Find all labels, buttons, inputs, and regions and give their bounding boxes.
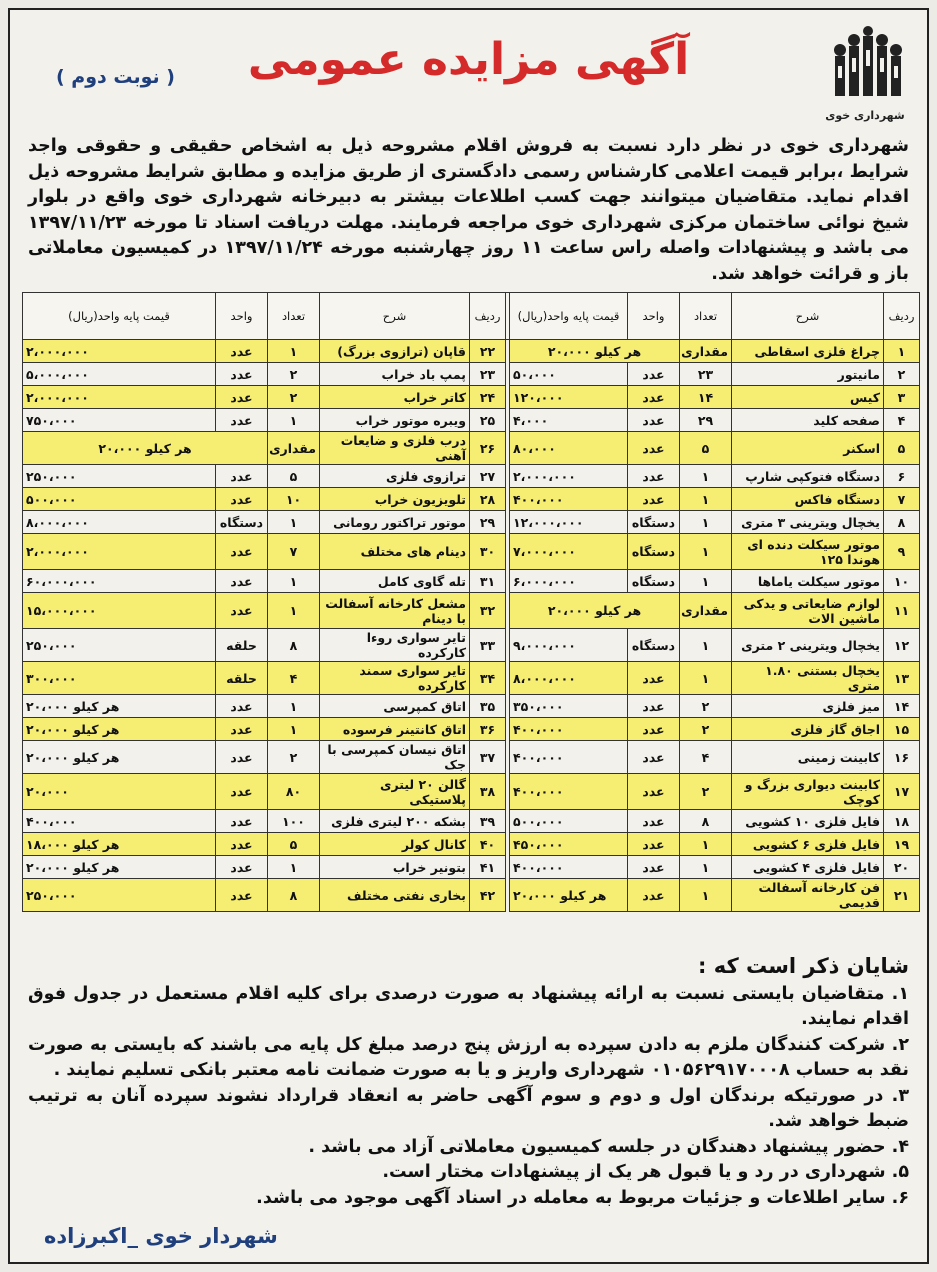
header-unit: واحد [628, 293, 680, 340]
item-base-price: هر کیلو ۲۰،۰۰۰ [23, 695, 216, 718]
row-number: ۳۶ [470, 718, 506, 741]
item-unit: دستگاه [628, 534, 680, 570]
row-number: ۲۲ [470, 340, 506, 363]
item-description: کیس [732, 386, 884, 409]
item-base-price: ۵۰۰،۰۰۰ [510, 810, 628, 833]
table-row [23, 511, 920, 534]
item-quantity: ۸ [680, 810, 732, 833]
row-number: ۲۸ [470, 488, 506, 511]
item-quantity: ۵ [268, 833, 320, 856]
item-unit: عدد [628, 363, 680, 386]
item-quantity: ۲ [268, 386, 320, 409]
item-base-price: ۴۰۰،۰۰۰ [510, 741, 628, 774]
item-description: میز فلزی [732, 695, 884, 718]
table-divider [506, 593, 510, 629]
item-description: مشعل کارخانه آسفالت با دینام [320, 593, 470, 629]
item-quantity: ۱ [268, 856, 320, 879]
item-quantity: ۴ [268, 662, 320, 695]
row-number: ۴ [884, 409, 920, 432]
table-divider [506, 879, 510, 912]
table-divider [506, 432, 510, 465]
item-description: بشکه ۲۰۰ لیتری فلزی [320, 810, 470, 833]
row-number: ۱ [884, 340, 920, 363]
item-quantity: ۱۰ [268, 488, 320, 511]
item-base-price: ۲۵۰،۰۰۰ [23, 879, 216, 912]
item-base-price: ۱۲،۰۰۰،۰۰۰ [510, 511, 628, 534]
item-quantity: ۱ [680, 879, 732, 912]
item-unit: عدد [216, 695, 268, 718]
notice-page [8, 8, 929, 1264]
table-divider [506, 810, 510, 833]
item-base-price: هر کیلو ۲۰،۰۰۰ [23, 432, 268, 465]
item-unit: دستگاه [628, 629, 680, 662]
table-header-row [23, 293, 920, 340]
item-description: فایل فلزی ۶ کشویی [732, 833, 884, 856]
table-divider [506, 570, 510, 593]
item-description: کابینت زمینی [732, 741, 884, 774]
item-quantity: ۱ [680, 629, 732, 662]
item-base-price: ۴۰۰،۰۰۰ [23, 810, 216, 833]
item-description: دینام های مختلف [320, 534, 470, 570]
header-unit: واحد [216, 293, 268, 340]
table-row [23, 340, 920, 363]
item-description: گالن ۲۰ لیتری پلاستیکی [320, 774, 470, 810]
item-description: اجاق گاز فلزی [732, 718, 884, 741]
item-unit: عدد [216, 570, 268, 593]
row-number: ۳۷ [470, 741, 506, 774]
table-row [23, 879, 920, 912]
item-description: کانال کولر [320, 833, 470, 856]
table-row [23, 488, 920, 511]
table-row [23, 718, 920, 741]
item-unit: دستگاه [216, 511, 268, 534]
item-base-price: ۴۰۰،۰۰۰ [510, 774, 628, 810]
table-divider [506, 386, 510, 409]
items-table [22, 292, 920, 912]
table-row [23, 409, 920, 432]
item-quantity: ۲ [268, 363, 320, 386]
row-number: ۱۹ [884, 833, 920, 856]
item-unit: دستگاه [628, 570, 680, 593]
table-divider [506, 293, 510, 340]
item-quantity: ۱ [680, 534, 732, 570]
item-quantity: ۸۰ [268, 774, 320, 810]
item-base-price: ۵۰۰،۰۰۰ [23, 488, 216, 511]
item-quantity: ۱ [680, 570, 732, 593]
notice-title: آگهی مزایده عمومی [247, 34, 690, 85]
table-row [23, 465, 920, 488]
table-row [23, 534, 920, 570]
row-number: ۱۴ [884, 695, 920, 718]
table-row [23, 570, 920, 593]
row-number: ۱۰ [884, 570, 920, 593]
table-row [23, 363, 920, 386]
row-number: ۲۱ [884, 879, 920, 912]
item-unit: عدد [628, 465, 680, 488]
item-unit: عدد [216, 810, 268, 833]
row-number: ۱۵ [884, 718, 920, 741]
notes-title: شایان ذکر است که : [698, 954, 909, 978]
row-number: ۳۲ [470, 593, 506, 629]
row-number: ۷ [884, 488, 920, 511]
item-description: موتور تراکتور رومانی [320, 511, 470, 534]
item-quantity: مقداری [680, 593, 732, 629]
table-row [23, 695, 920, 718]
item-quantity: ۱ [680, 662, 732, 695]
item-quantity: ۱ [680, 856, 732, 879]
item-description: کابینت دیواری بزرگ و کوچک [732, 774, 884, 810]
item-quantity: مقداری [268, 432, 320, 465]
table-row [23, 593, 920, 629]
item-quantity: ۸ [268, 629, 320, 662]
item-unit: عدد [628, 856, 680, 879]
item-quantity: ۲۹ [680, 409, 732, 432]
table-row [23, 432, 920, 465]
item-description: دستگاه فتوکپی شارپ [732, 465, 884, 488]
note-item: ۲. شرکت کنندگان ملزم به دادن سپرده به ارزش پنج درصد مبلغ کل پایه می باشند که بایستی به صورت نقد به حساب ۰۱۰۵۶۲۹۱۷۰۰۰۸ شهرداری واریز و یا به صورت ضمانت نامه معتبر بانکی تسلیم نمایند . [28, 1034, 909, 1080]
item-description: صفحه کلید [732, 409, 884, 432]
table-divider [506, 695, 510, 718]
item-quantity: ۱ [268, 511, 320, 534]
table-row [23, 741, 920, 774]
item-quantity: ۱ [268, 593, 320, 629]
item-unit: عدد [628, 774, 680, 810]
item-description: مانیتور [732, 363, 884, 386]
table-divider [506, 465, 510, 488]
header-quantity: تعداد [268, 293, 320, 340]
item-base-price: ۶،۰۰۰،۰۰۰ [510, 570, 628, 593]
item-base-price: ۸۰،۰۰۰ [510, 432, 628, 465]
item-quantity: مقداری [680, 340, 732, 363]
item-quantity: ۱ [268, 340, 320, 363]
item-description: فایل فلزی ۱۰ کشویی [732, 810, 884, 833]
item-base-price: هر کیلو ۲۰،۰۰۰ [23, 718, 216, 741]
note-item: ۱. متقاضیان بایستی نسبت به ارائه پیشنهاد به صورت درصدی برای کلیه اقلام مستعمل در جدول فوق اقدام نمایند. [28, 983, 909, 1029]
item-quantity: ۵ [268, 465, 320, 488]
item-description: یخچال ویترینی ۲ متری [732, 629, 884, 662]
table-row [23, 833, 920, 856]
item-base-price: ۲،۰۰۰،۰۰۰ [510, 465, 628, 488]
row-number: ۳۴ [470, 662, 506, 695]
item-base-price: ۲۰،۰۰۰ [23, 774, 216, 810]
table-row [23, 856, 920, 879]
item-unit: عدد [216, 718, 268, 741]
item-unit: عدد [216, 741, 268, 774]
item-description: موتور سیکلت یاماها [732, 570, 884, 593]
item-description: اتاق نیسان کمپرسی با جک [320, 741, 470, 774]
row-number: ۶ [884, 465, 920, 488]
table-row [23, 810, 920, 833]
table-divider [506, 340, 510, 363]
item-base-price: ۲،۰۰۰،۰۰۰ [23, 386, 216, 409]
table-divider [506, 833, 510, 856]
item-base-price: ۷۵۰،۰۰۰ [23, 409, 216, 432]
item-base-price: هر کیلو ۲۰،۰۰۰ [510, 340, 680, 363]
item-base-price: ۲،۰۰۰،۰۰۰ [23, 534, 216, 570]
item-quantity: ۱۴ [680, 386, 732, 409]
item-unit: عدد [216, 409, 268, 432]
item-description: یخچال بستنی ۱.۸۰ متری [732, 662, 884, 695]
row-number: ۴۰ [470, 833, 506, 856]
item-description: موتور سیکلت دنده ای هوندا ۱۲۵ [732, 534, 884, 570]
table-divider [506, 363, 510, 386]
row-number: ۳ [884, 386, 920, 409]
item-description: درب فلزی و ضایعات آهنی [320, 432, 470, 465]
item-base-price: ۴۵۰،۰۰۰ [510, 833, 628, 856]
item-unit: عدد [216, 879, 268, 912]
row-number: ۱۷ [884, 774, 920, 810]
row-number: ۸ [884, 511, 920, 534]
row-number: ۱۸ [884, 810, 920, 833]
item-description: دستگاه فاکس [732, 488, 884, 511]
item-base-price: ۸،۰۰۰،۰۰۰ [510, 662, 628, 695]
item-quantity: ۱ [680, 833, 732, 856]
item-base-price: ۲،۰۰۰،۰۰۰ [23, 340, 216, 363]
item-base-price: ۵،۰۰۰،۰۰۰ [23, 363, 216, 386]
item-unit: عدد [628, 833, 680, 856]
item-unit: عدد [216, 534, 268, 570]
item-unit: عدد [628, 718, 680, 741]
row-number: ۲۷ [470, 465, 506, 488]
item-description: اتاق کانتینر فرسوده [320, 718, 470, 741]
item-unit: عدد [628, 409, 680, 432]
item-base-price: ۴،۰۰۰ [510, 409, 628, 432]
item-description: تله گاوی کامل [320, 570, 470, 593]
item-description: فن کارخانه آسفالت قدیمی [732, 879, 884, 912]
item-unit: عدد [216, 363, 268, 386]
signature: شهردار خوی _اکبرزاده [44, 1224, 278, 1248]
item-quantity: ۲ [680, 695, 732, 718]
item-quantity: ۱ [268, 570, 320, 593]
table-divider [506, 774, 510, 810]
table-divider [506, 534, 510, 570]
row-number: ۳۰ [470, 534, 506, 570]
item-base-price: ۲۵۰،۰۰۰ [23, 629, 216, 662]
item-unit: حلقه [216, 629, 268, 662]
item-quantity: ۲ [680, 774, 732, 810]
item-base-price: ۴۰۰،۰۰۰ [510, 856, 628, 879]
item-base-price: ۶۰،۰۰۰،۰۰۰ [23, 570, 216, 593]
row-number: ۱۱ [884, 593, 920, 629]
item-unit: عدد [628, 810, 680, 833]
item-quantity: ۱ [268, 409, 320, 432]
item-base-price: هر کیلو ۲۰،۰۰۰ [510, 593, 680, 629]
item-base-price: ۸،۰۰۰،۰۰۰ [23, 511, 216, 534]
header-row-number: ردیف [884, 293, 920, 340]
item-quantity: ۱ [680, 511, 732, 534]
item-description: قاپان (ترازوی بزرگ) [320, 340, 470, 363]
item-quantity: ۵ [680, 432, 732, 465]
header-description: شرح [732, 293, 884, 340]
item-unit: عدد [216, 465, 268, 488]
item-base-price: ۳۵۰،۰۰۰ [510, 695, 628, 718]
table-divider [506, 662, 510, 695]
item-quantity: ۸ [268, 879, 320, 912]
item-unit: عدد [216, 386, 268, 409]
header-base-price: قیمت پایه واحد(ریال) [510, 293, 628, 340]
item-quantity: ۲ [680, 718, 732, 741]
row-number: ۲۶ [470, 432, 506, 465]
item-description: بتونیر خراب [320, 856, 470, 879]
item-base-price: هر کیلو ۲۰،۰۰۰ [510, 879, 628, 912]
item-description: ویبره موتور خراب [320, 409, 470, 432]
table-divider [506, 629, 510, 662]
item-description: تایر سواری روءا کارکرده [320, 629, 470, 662]
item-quantity: ۱ [268, 695, 320, 718]
item-quantity: ۲۳ [680, 363, 732, 386]
table-row [23, 386, 920, 409]
item-quantity: ۱۰۰ [268, 810, 320, 833]
header-base-price: قیمت پایه واحد(ریال) [23, 293, 216, 340]
row-number: ۹ [884, 534, 920, 570]
item-unit: عدد [628, 386, 680, 409]
item-description: ترازوی فلزی [320, 465, 470, 488]
header [10, 10, 927, 130]
item-description: کاتر خراب [320, 386, 470, 409]
item-description: پمپ باد خراب [320, 363, 470, 386]
item-base-price: ۹،۰۰۰،۰۰۰ [510, 629, 628, 662]
table-body [23, 340, 920, 912]
row-number: ۳۳ [470, 629, 506, 662]
item-base-price: ۵۰،۰۰۰ [510, 363, 628, 386]
item-quantity: ۷ [268, 534, 320, 570]
logo-text: شهرداری خوی [825, 109, 905, 122]
item-base-price: هر کیلو ۲۰،۰۰۰ [23, 856, 216, 879]
item-base-price: ۴۰۰،۰۰۰ [510, 718, 628, 741]
table-row [23, 774, 920, 810]
note-item: ۶. سایر اطلاعات و جزئیات مربوط به معامله در اسناد آگهی موجود می باشد. [256, 1187, 909, 1208]
item-base-price: هر کیلو ۱۸،۰۰۰ [23, 833, 216, 856]
item-unit: عدد [628, 695, 680, 718]
item-unit: عدد [628, 662, 680, 695]
row-number: ۴۱ [470, 856, 506, 879]
item-description: لوازم ضایعاتی و یدکی ماشین الات [732, 593, 884, 629]
row-number: ۳۵ [470, 695, 506, 718]
item-quantity: ۱ [268, 718, 320, 741]
row-number: ۲۳ [470, 363, 506, 386]
item-description: چراغ فلزی اسقاطی [732, 340, 884, 363]
item-unit: حلقه [216, 662, 268, 695]
row-number: ۱۳ [884, 662, 920, 695]
item-base-price: ۷،۰۰۰،۰۰۰ [510, 534, 628, 570]
row-number: ۲ [884, 363, 920, 386]
item-quantity: ۱ [680, 488, 732, 511]
item-unit: عدد [628, 741, 680, 774]
header-row-number: ردیف [470, 293, 506, 340]
row-number: ۱۲ [884, 629, 920, 662]
item-base-price: ۲۵۰،۰۰۰ [23, 465, 216, 488]
item-quantity: ۴ [680, 741, 732, 774]
item-unit: عدد [628, 879, 680, 912]
note-item: ۵. شهرداری در رد و یا قبول هر یک از پیشنهادات مختار است. [382, 1162, 909, 1182]
item-base-price: ۳۰۰،۰۰۰ [23, 662, 216, 695]
item-unit: عدد [216, 593, 268, 629]
item-description: یخچال ویترینی ۳ متری [732, 511, 884, 534]
item-description: اتاق کمپرسی [320, 695, 470, 718]
note-item: ۴. حضور پیشنهاد دهندگان در جلسه کمیسیون معاملاتی آزاد می باشد . [308, 1136, 909, 1157]
header-quantity: تعداد [680, 293, 732, 340]
notes-section [28, 954, 909, 1211]
table-divider [506, 488, 510, 511]
item-quantity: ۱ [680, 465, 732, 488]
row-number: ۴۲ [470, 879, 506, 912]
table-row [23, 662, 920, 695]
row-number: ۳۱ [470, 570, 506, 593]
item-quantity: ۲ [268, 741, 320, 774]
header-description: شرح [320, 293, 470, 340]
table-divider [506, 741, 510, 774]
item-description: بخاری نفتی مختلف [320, 879, 470, 912]
item-base-price: هر کیلو ۲۰،۰۰۰ [23, 741, 216, 774]
item-unit: عدد [628, 488, 680, 511]
table-row [23, 629, 920, 662]
item-description: فایل فلزی ۴ کشویی [732, 856, 884, 879]
item-unit: عدد [216, 340, 268, 363]
item-unit: دستگاه [628, 511, 680, 534]
item-base-price: ۴۰۰،۰۰۰ [510, 488, 628, 511]
table-divider [506, 409, 510, 432]
row-number: ۲۴ [470, 386, 506, 409]
row-number: ۳۸ [470, 774, 506, 810]
table-divider [506, 511, 510, 534]
item-unit: عدد [216, 833, 268, 856]
row-number: ۲۹ [470, 511, 506, 534]
item-unit: عدد [628, 432, 680, 465]
round-label: ( نوبت دوم ) [56, 66, 175, 88]
item-base-price: ۱۵،۰۰۰،۰۰۰ [23, 593, 216, 629]
note-item: ۳. در صورتیکه برندگان اول و دوم و سوم آگهی حاضر به انعقاد قرارداد نشوند سپرده آنان به ترتیب ضبط خواهد شد. [28, 1085, 909, 1131]
item-unit: عدد [216, 774, 268, 810]
item-unit: عدد [216, 488, 268, 511]
intro-paragraph: شهرداری خوی در نظر دارد نسبت به فروش اقلام مشروحه ذیل به اشخاص حقیقی و حقوقی واجد شرایط ،برابر قیمت اعلامی کارشناس رسمی دادگستری از طریق مزایده و مطابق شرایط مشروحه ذیل اقدام نماید. متقاضیان میتوانند جهت کسب اطلاعات بیشتر به دبیرخانه شهرداری خوی واقع در بلوار شیخ نوائی ساختمان مرکزی شهرداری خوی مراجعه فرمایند. مهلت دریافت اسناد تا مورخه ۱۳۹۷/۱۱/۲۳ می باشد و پیشنهادات واصله راس ساعت ۱۱ روز چهارشنبه مورخه ۱۳۹۷/۱۱/۲۴ در کمیسیون معاملاتی باز و قرائت خواهد شد. [28, 136, 909, 284]
item-base-price: ۱۲۰،۰۰۰ [510, 386, 628, 409]
item-description: تایر سواری سمند کارکرده [320, 662, 470, 695]
row-number: ۲۵ [470, 409, 506, 432]
item-unit: عدد [216, 856, 268, 879]
table-divider [506, 718, 510, 741]
item-description: اسکنر [732, 432, 884, 465]
item-description: تلویزیون خراب [320, 488, 470, 511]
row-number: ۳۹ [470, 810, 506, 833]
row-number: ۱۶ [884, 741, 920, 774]
table-divider [506, 856, 510, 879]
row-number: ۵ [884, 432, 920, 465]
row-number: ۲۰ [884, 856, 920, 879]
